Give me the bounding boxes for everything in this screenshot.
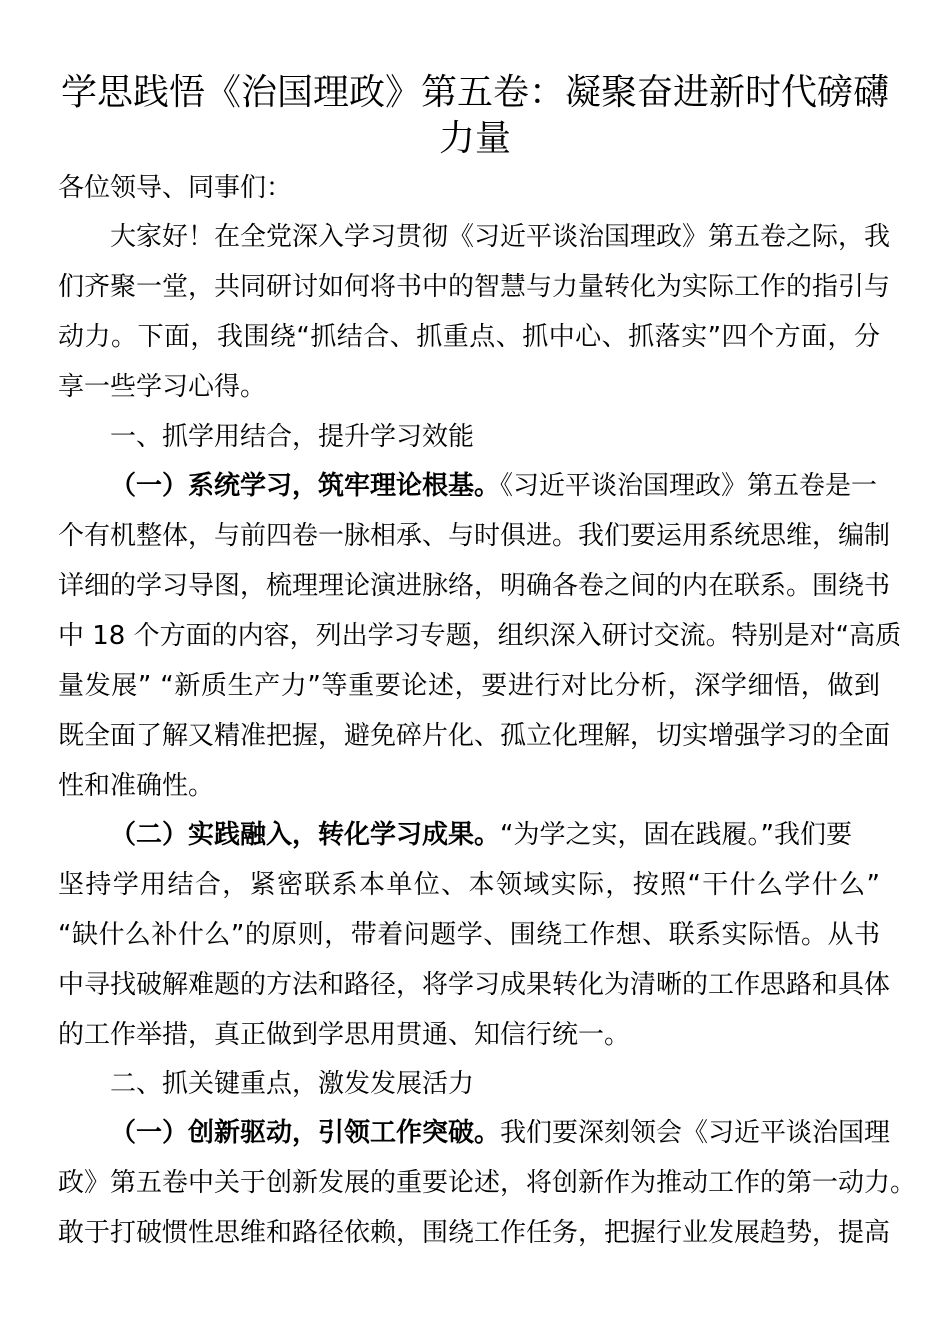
paragraph-line: 性和准确性。 xyxy=(58,771,215,801)
subheading-2-1: （一）创新驱动，引领工作突破。 xyxy=(110,1118,501,1148)
intro-line: 享一些学习心得。 xyxy=(58,372,267,402)
paragraph-line: 量发展” “新质生产力”等重要论述，要进行对比分析，深学细悟，做到 xyxy=(58,671,880,701)
document-title-line-2: 力量 xyxy=(438,118,511,159)
paragraph-line: 的工作举措，真正做到学思用贯通、知信行统一。 xyxy=(58,1020,631,1050)
document-title-line-1: 学思践悟《治国理政》第五卷：凝聚奋进新时代磅礴 xyxy=(60,72,889,113)
paragraph-line: 中 18 个方面的内容，列出学习专题，组织深入研讨交流。特别是对“高质 xyxy=(58,621,902,651)
section-heading-1: 一、抓学用结合，提升学习效能 xyxy=(110,422,475,452)
intro-line: 动力。下面，我围绕“抓结合、抓重点、抓中心、抓落实”四个方面，分 xyxy=(58,322,880,352)
intro-line: 大家好！在全党深入学习贯彻《习近平谈治国理政》第五卷之际，我 xyxy=(110,222,891,252)
subheading-1-1: （一）系统学习，筑牢理论根基。 xyxy=(110,471,501,501)
paragraph-line: “缺什么补什么”的原则，带着问题学、围绕工作想、联系实际悟。从书 xyxy=(58,920,880,950)
subheading-1-2: （二）实践融入，转化学习成果。 xyxy=(110,820,501,850)
paragraph-line: 政》第五卷中关于创新发展的重要论述，将创新作为推动工作的第一动力。 xyxy=(58,1168,917,1198)
paragraph-line: 坚持学用结合，紧密联系本单位、本领域实际，按照“干什么学什么” xyxy=(58,870,880,900)
paragraph-line: 中寻找破解难题的方法和路径，将学习成果转化为清晰的工作思路和具体 xyxy=(58,970,891,1000)
paragraph-1-1-first-line xyxy=(110,466,877,506)
paragraph-text: 《习近平谈治国理政》第五卷是一 xyxy=(500,471,878,501)
paragraph-line: 既全面了解又精准把握，避免碎片化、孤立化理解，切实增强学习的全面 xyxy=(58,721,891,751)
paragraph-text: 我们要深刻领会《习近平谈治国理 xyxy=(500,1118,891,1148)
section-heading-2: 二、抓关键重点，激发发展活力 xyxy=(110,1069,475,1099)
paragraph-line: 敢于打破惯性思维和路径依赖，围绕工作任务，把握行业发展趋势，提高 xyxy=(58,1218,891,1248)
paragraph-1-2-first-line xyxy=(110,815,852,855)
intro-line: 们齐聚一堂，共同研讨如何将书中的智慧与力量转化为实际工作的指引与 xyxy=(58,272,891,302)
paragraph-line: 个有机整体，与前四卷一脉相承、与时俱进。我们要运用系统思维，编制 xyxy=(58,521,891,551)
paragraph-2-1-first-line xyxy=(110,1113,890,1153)
paragraph-line: 详细的学习导图，梳理理论演进脉络，明确各卷之间的内在联系。围绕书 xyxy=(58,571,891,601)
paragraph-text: “为学之实，固在践履。”我们要 xyxy=(500,820,852,850)
salutation: 各位领导、同事们： xyxy=(58,173,293,203)
